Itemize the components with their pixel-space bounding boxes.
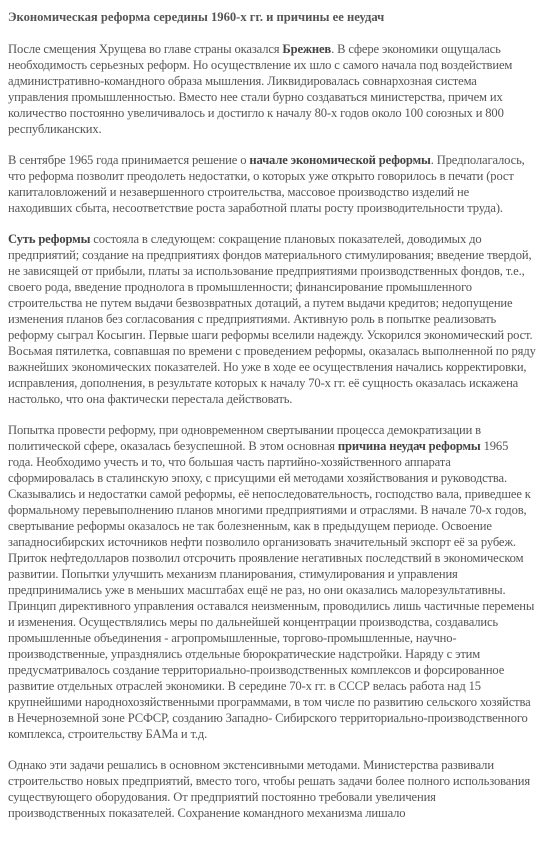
bold-term: начале экономической реформы: [249, 153, 431, 167]
text-run: После смещения Хрущева во главе страны оказался: [8, 42, 283, 56]
paragraph: [8, 231, 536, 407]
text-run: Однако эти задачи решались в основном экстенсивными методами. Министерства развивали строительство новых предприятий, вместо того, чтобы решать задачи более полного использования существующего оборудования. От предприятий постоянно требовали увеличения производственных показателей. Сохранение командного механизма лишало: [8, 758, 531, 820]
bold-term: Брежнев: [282, 42, 332, 56]
text-run: 1965 года. Необходимо учесть и то, что большая часть партийно-хозяйственного аппарата сформировалась в сталинскую эпоху, с присущими ей методами хозяйствования и руководства. Сказывались и недостатки самой реформы, её непоследовательность, господство вала, приведшее к формальному перевыполнению планов многими предприятиями и отраслями. В начале 70-х годов, свертывание реформы оказалось не так болезненным, как в предыдущем периоде. Освоение западносибирских источников нефти позволило организовать значительный экспорт её за рубеж. Приток нефтедолларов позволил отсрочить проявление негативных последствий в экономическом развитии. Попытки улучшить механизм планирования, стимулирования и управления предпринимались уже в меньших масштабах ещё не раз, но они оказались малорезультативны. Принцип директивного управления оставался неизменным, проводились лишь частичные перемены и изменения. Осуществлялись меры по дальнейшей концентрации производства, создавались промышленные объединения - агропромышленные, торгово-промышленные, научно-производственные, упразднялись отдельные бюрократические надстройки. Наряду с этим предусматривалось создание территориально-производственных комплексов и форсированное развитие отдельных отраслей экономики. В середине 70-х гг. в СССР велась работа над 15 крупнейшими народнохозяйственными программами, в том числе по развитию сельского хозяйства в Нечерноземной зоне РСФСР, созданию Западно- Сибирского территориально-производственного комплекса, строительству БАМа и т.д.: [8, 439, 535, 741]
text-run: состояла в следующем: сокращение плановых показателей, доводимых до предприятий; создание на предприятиях фондов материального стимулирования; введение твердой, не зависящей от прибыли, платы за использование предприятиями производственных фондов, т.е., своего рода, введение проднолога в промышленности; финансирование промышленного строительства не путем выдачи безвозвратных дотаций, а путем выдачи кредитов; недопущение изменения планов без согласования с предприятиями. Активную роль в попытке реализовать реформу сыграл Косыгин. Первые шаги реформы вселили надежду. Ускорился экономический рост. Восьмая пятилетка, совпавшая по времени с проведением реформы, оказалась выполненной по ряду важнейших экономических показателей. Но уже в ходе ее осуществления начались корректировки, исправления, дополнения, в результате которых к началу 70-х гг. её сущность оказалась искажена настолько, что она фактически перестала действовать.: [8, 232, 536, 406]
page-title: Экономическая реформа середины 1960-х гг. и причины ее неудач: [8, 10, 385, 24]
paragraph: [8, 757, 536, 821]
text-run: Попытка провести реформу, при одновременном свертывании процесса демократизации в политической сфере, оказалась безуспешной. В этом основная: [8, 423, 481, 453]
paragraph: [8, 152, 536, 216]
text-run: В сентябре 1965 года принимается решение о: [8, 153, 250, 167]
text-run: . В сфере экономики ощущалась необходимость серьезных реформ. Но осуществление их шло с самого начала под воздействием административно-командного образа мышления. Ликвидировалась совнархозная система управления промышленностью. Вместо нее стали бурно создаваться министерства, причем их количество постоянно увеличивалось и достигло к началу 80-х годов около 100 союзных и 800 республиканских.: [8, 42, 513, 136]
text-run: . Предполагалось, что реформа позволит преодолеть недостатки, о которых уже открыто говорилось в печати (рост капиталовложений и незавершенного строительства, массовое производство изделий не находивших сбыта, несоответствие роста заработной платы росту производительности труда).: [8, 153, 525, 215]
article-body: [8, 41, 536, 821]
bold-term: Суть реформы: [8, 232, 91, 246]
paragraph: [8, 422, 536, 742]
paragraph: [8, 41, 536, 137]
bold-term: причина неудач реформы: [337, 439, 481, 453]
